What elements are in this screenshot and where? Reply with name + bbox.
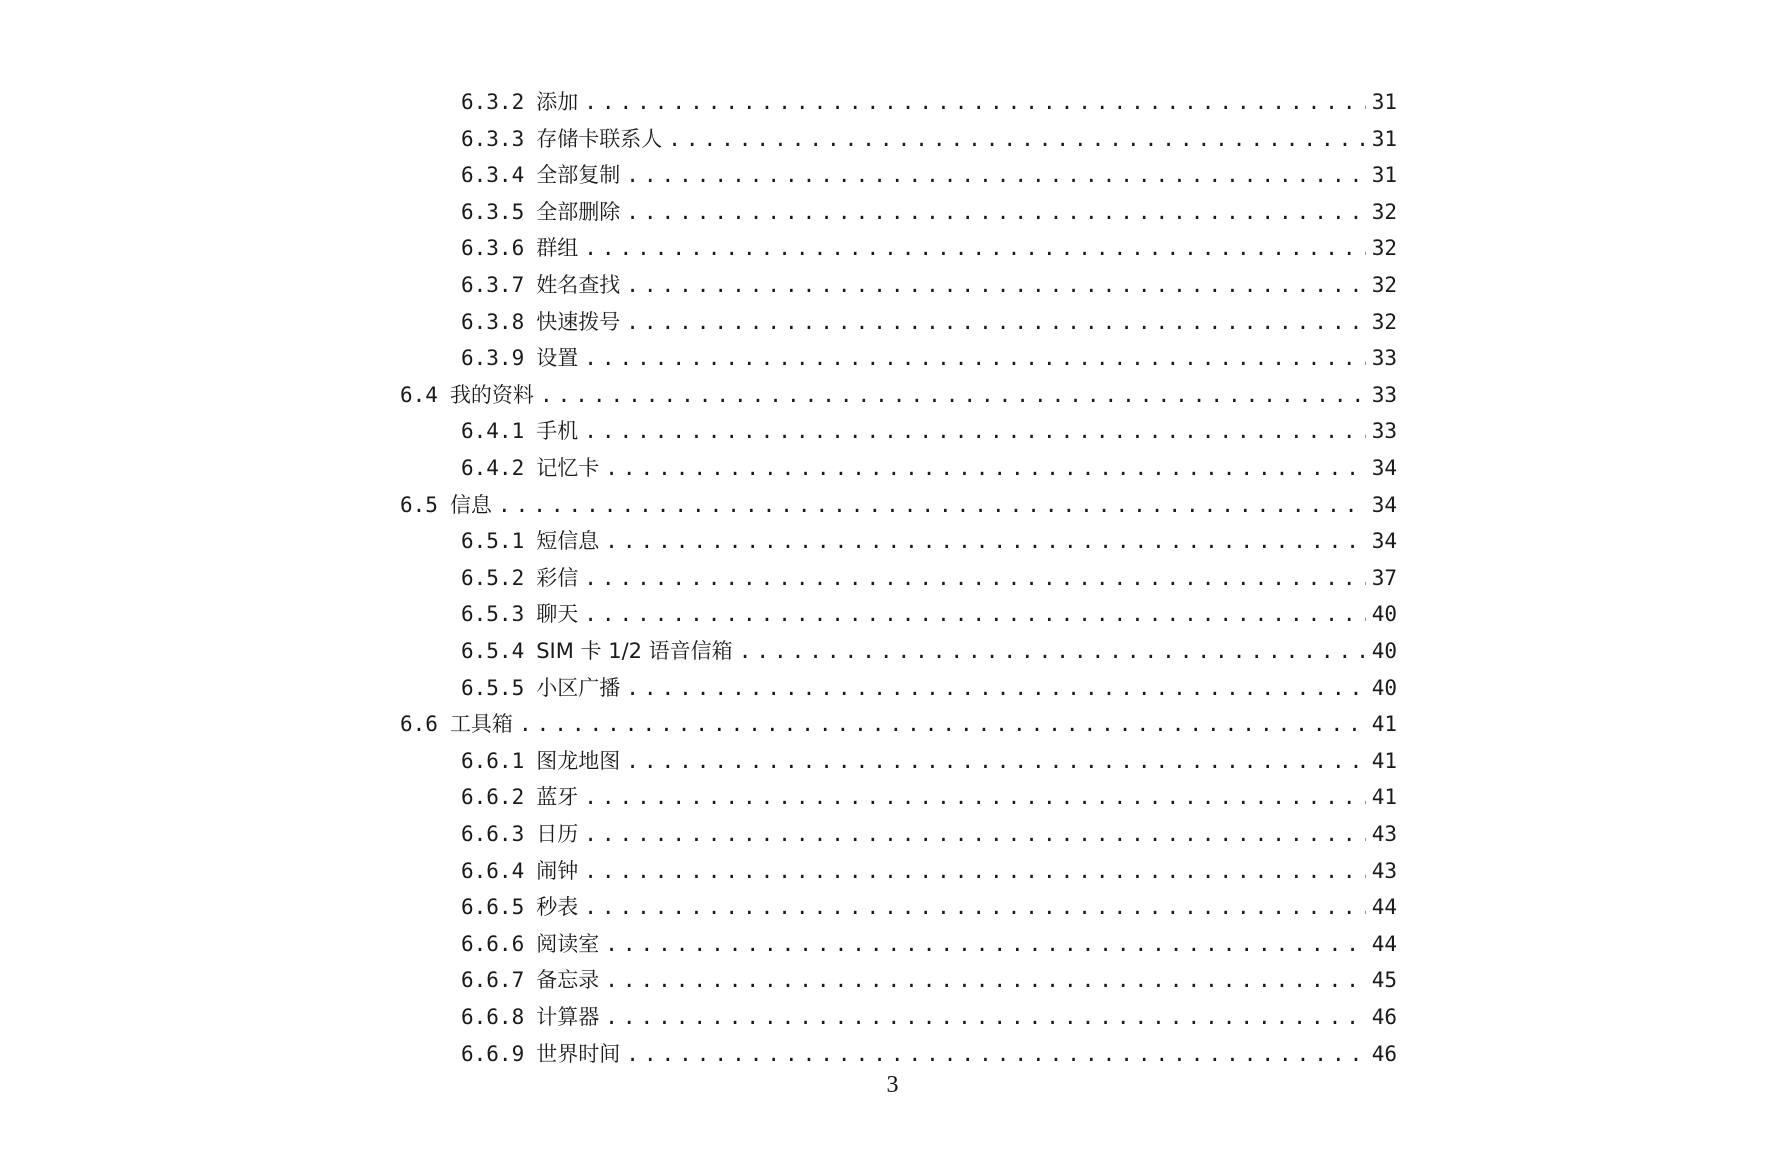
toc-dot-leader [626, 671, 1365, 705]
toc-dot-leader [498, 488, 1366, 522]
toc-dot-leader [626, 305, 1365, 339]
toc-entry-page: 40 [1371, 676, 1397, 700]
toc-entry-number: 6.6.3 [461, 822, 525, 846]
toc-entry-page: 33 [1371, 383, 1397, 407]
toc-entry-number: 6.4 [400, 383, 438, 407]
toc-entry[interactable] [461, 195, 1397, 229]
toc-entry-title: 设置 [536, 346, 579, 370]
toc-entry-title: 工具箱 [449, 712, 513, 736]
toc-entry-page: 34 [1371, 493, 1397, 517]
toc-entry[interactable] [461, 1037, 1397, 1071]
toc-entry-title: 记忆卡 [536, 456, 600, 480]
toc-entry-number: 6.6.6 [461, 932, 525, 956]
toc-dot-leader [584, 414, 1365, 448]
toc-entry-number: 6.5.3 [461, 602, 525, 626]
toc-entry-number: 6.3.2 [461, 90, 525, 114]
toc-dot-leader [519, 707, 1366, 741]
toc-dot-leader [605, 963, 1365, 997]
toc-dot-leader [739, 634, 1366, 668]
toc-entry[interactable] [400, 378, 1397, 412]
toc-entry-page: 33 [1371, 346, 1397, 370]
toc-entry[interactable] [461, 854, 1397, 888]
toc-entry-number: 6.3.9 [461, 346, 525, 370]
toc-entry-title: 信息 [449, 493, 492, 517]
toc-dot-leader [584, 817, 1365, 851]
toc-entry-number: 6.6.7 [461, 968, 525, 992]
toc-entry-page: 43 [1371, 822, 1397, 846]
toc-entry-number: 6.3.7 [461, 273, 525, 297]
toc-entry[interactable] [461, 597, 1397, 631]
toc-dot-leader [605, 524, 1365, 558]
toc-entry[interactable] [461, 744, 1397, 778]
toc-entry-page: 33 [1371, 419, 1397, 443]
toc-entry-page: 37 [1371, 566, 1397, 590]
toc-entry-page: 31 [1371, 90, 1397, 114]
page-number: 3 [886, 1072, 899, 1098]
toc-entry-page: 32 [1371, 310, 1397, 334]
toc-dot-leader [540, 378, 1366, 412]
toc-entry-title: 手机 [536, 419, 579, 443]
toc-entry-number: 6.6 [400, 712, 438, 736]
toc-entry-page: 43 [1371, 859, 1397, 883]
toc-entry[interactable] [461, 561, 1397, 595]
toc-entry[interactable] [461, 671, 1397, 705]
toc-entry-page: 46 [1371, 1005, 1397, 1029]
toc-entry-number: 6.3.4 [461, 163, 525, 187]
toc-entry-page: 31 [1371, 127, 1397, 151]
toc-entry[interactable] [461, 158, 1397, 192]
toc-entry[interactable] [400, 488, 1397, 522]
toc-dot-leader [626, 195, 1365, 229]
toc-entry-number: 6.4.2 [461, 456, 525, 480]
toc-entry[interactable] [461, 927, 1397, 961]
toc-entry[interactable] [461, 122, 1397, 156]
toc-dot-leader [584, 561, 1365, 595]
toc-entry[interactable] [461, 1000, 1397, 1034]
toc-entry[interactable] [461, 634, 1397, 668]
toc-entry-page: 34 [1371, 456, 1397, 480]
toc-entry-number: 6.6.8 [461, 1005, 525, 1029]
toc-dot-leader [584, 341, 1365, 375]
toc-entry-title: 计算器 [536, 1005, 600, 1029]
toc-dot-leader [626, 1037, 1365, 1071]
toc-entry-title: 日历 [536, 822, 579, 846]
toc-entry-number: 6.6.5 [461, 895, 525, 919]
toc-entry-page: 41 [1371, 785, 1397, 809]
toc-entry-title: 存储卡联系人 [536, 127, 663, 151]
toc-entry[interactable] [461, 231, 1397, 265]
toc-entry-title: 短信息 [536, 529, 600, 553]
toc-entry-page: 40 [1371, 639, 1397, 663]
toc-dot-leader [584, 231, 1365, 265]
toc-entry-number: 6.5.4 [461, 639, 525, 663]
toc-entry-title: 群组 [536, 236, 579, 260]
toc-dot-leader [584, 597, 1365, 631]
toc-entry-title: 秒表 [536, 895, 579, 919]
toc-dot-leader [584, 854, 1365, 888]
toc-entry[interactable] [461, 963, 1397, 997]
toc-entry-page: 32 [1371, 273, 1397, 297]
toc-entry[interactable] [461, 341, 1397, 375]
toc-entry-title: 备忘录 [536, 968, 600, 992]
toc-entry-page: 44 [1371, 932, 1397, 956]
toc-entry-title: 世界时间 [536, 1042, 621, 1066]
toc-dot-leader [584, 85, 1365, 119]
toc-entry-number: 6.5.2 [461, 566, 525, 590]
toc-dot-leader [626, 268, 1365, 302]
toc-entry-page: 41 [1371, 749, 1397, 773]
toc-entry-title: SIM 卡 1/2 语音信箱 [536, 639, 733, 663]
toc-entry-number: 6.5.1 [461, 529, 525, 553]
toc-dot-leader [668, 122, 1365, 156]
toc-entry-title: 姓名查找 [536, 273, 621, 297]
toc-entry-title: 阅读室 [536, 932, 600, 956]
toc-entry-number: 6.3.6 [461, 236, 525, 260]
toc-entry-page: 32 [1371, 200, 1397, 224]
toc-entry[interactable] [461, 780, 1397, 814]
toc-dot-leader [626, 744, 1365, 778]
toc-dot-leader [584, 890, 1365, 924]
toc-entry-title: 闹钟 [536, 859, 579, 883]
toc-entry[interactable] [461, 414, 1397, 448]
toc-entry[interactable] [461, 890, 1397, 924]
toc-entry-page: 34 [1371, 529, 1397, 553]
toc-entry-title: 彩信 [536, 566, 579, 590]
toc-entry-title: 小区广播 [536, 676, 621, 700]
toc-entry[interactable] [461, 85, 1397, 119]
toc-entry-title: 蓝牙 [536, 785, 579, 809]
toc-entry[interactable] [461, 305, 1397, 339]
toc-entry-number: 6.5 [400, 493, 438, 517]
toc-entry[interactable] [461, 451, 1397, 485]
toc-entry-title: 我的资料 [449, 383, 534, 407]
toc-entry-page: 32 [1371, 236, 1397, 260]
toc-entry-page: 41 [1371, 712, 1397, 736]
toc-entry-number: 6.6.9 [461, 1042, 525, 1066]
toc-entry-page: 45 [1371, 968, 1397, 992]
toc-dot-leader [605, 927, 1365, 961]
toc-entry[interactable] [461, 524, 1397, 558]
toc-entry-title: 全部复制 [536, 163, 621, 187]
toc-entry-title: 添加 [536, 90, 579, 114]
toc-entry[interactable] [461, 817, 1397, 851]
toc-dot-leader [605, 1000, 1365, 1034]
toc-entry-title: 快速拨号 [536, 310, 621, 334]
toc-entry-page: 46 [1371, 1042, 1397, 1066]
toc-dot-leader [626, 158, 1365, 192]
toc-entry-page: 44 [1371, 895, 1397, 919]
toc-entry[interactable] [461, 268, 1397, 302]
toc-entry-number: 6.5.5 [461, 676, 525, 700]
toc-entry-title: 图龙地图 [536, 749, 621, 773]
toc-entry-title: 全部删除 [536, 200, 621, 224]
toc-dot-leader [605, 451, 1365, 485]
toc-entry-number: 6.6.4 [461, 859, 525, 883]
toc-entry-page: 31 [1371, 163, 1397, 187]
toc-entry[interactable] [400, 707, 1397, 741]
toc-entry-title: 聊天 [536, 602, 579, 626]
toc-entry-number: 6.4.1 [461, 419, 525, 443]
toc-entry-page: 40 [1371, 602, 1397, 626]
toc-entry-number: 6.6.2 [461, 785, 525, 809]
toc-entry-number: 6.3.5 [461, 200, 525, 224]
toc-entry-number: 6.6.1 [461, 749, 525, 773]
toc-dot-leader [584, 780, 1365, 814]
toc-entry-number: 6.3.8 [461, 310, 525, 334]
toc-entry-number: 6.3.3 [461, 127, 525, 151]
